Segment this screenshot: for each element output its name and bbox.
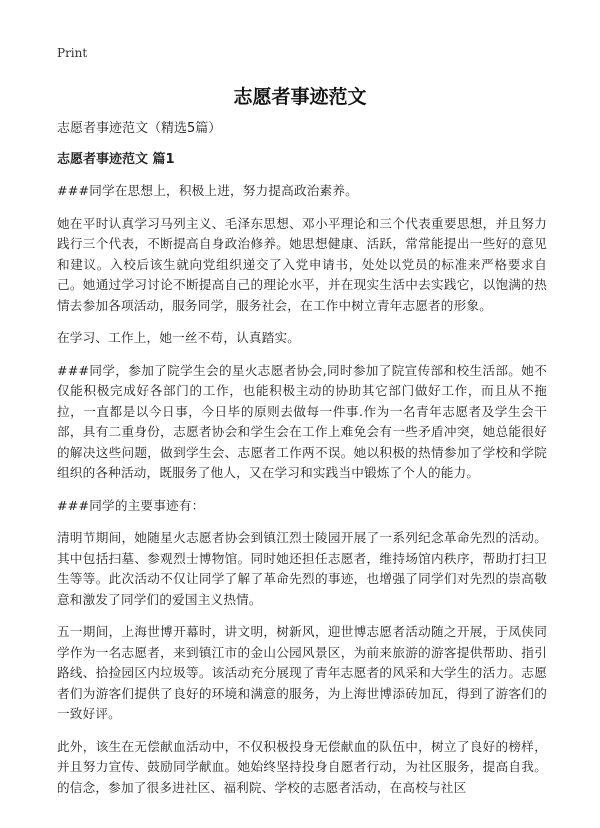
article-body: [57, 120, 547, 810]
article-subtitle: 志愿者事迹范文（精选5篇）: [57, 121, 222, 136]
paragraph-7: 五一期间，上海世博开幕时，讲文明，树新风，迎世博志愿者活动随之开展，于凤侠同学作为一名志愿者，来到镇江市的金山公园风景区，为前来旅游的游客提供帮助、指引路线、拾捡园区内垃圾等。该活动充分展现了青年志愿者的风采和大学生的活力。志愿者们为游客们提供了良好的环境和满意的服务，为上海世博添砖加瓦，得到了游客们的一致好评。: [57, 624, 547, 721]
paragraph-3: 在学习、工作上，她一丝不苟，认真踏实。: [57, 330, 301, 345]
paragraph-8: 此外，该生在无偿献血活动中，不仅积极投身无偿献血的队伍中，树立了良好的榜样，并且努力宣传、鼓励同学献血。她始终坚持投身自愿者行动，为社区服务，提高自我。的信念，参加了很多进社区、福利院、学校的志愿者活动，在高校与社区: [57, 738, 547, 795]
paragraph-4: ###同学，参加了院学生会的星火志愿者协会,同时参加了院宣传部和校生活部。她不仅能积极完成好各部门的工作，也能积极主动的协助其它部门做好工作，而且从不拖拉，一直都是以今日事，今日毕的原则去做每一件事.作为一名青年志愿者及学生会干部，具有二重身份，志愿者协会和学生会在工作上难免会有一些矛盾冲突，她总能很好的解决这些问题，做到学生会、志愿者工作两不误。她以积极的热情参加了学校和学院组织的各种活动，既服务了他人，又在学习和实践当中锻炼了个人的能力。: [57, 362, 547, 480]
page-title: 志愿者事迹范文: [233, 86, 367, 108]
section-heading: 志愿者事迹范文 篇1: [57, 152, 175, 167]
paragraph-5: ###同学的主要事迹有：: [57, 497, 205, 513]
print-link[interactable]: Print: [57, 46, 88, 60]
paragraph-1: ###同学在思想上，积极上进，努力提高政治素养。: [57, 183, 358, 198]
paragraph-6: 清明节期间，她随星火志愿者协会到镇江烈士陵园开展了一系列纪念革命先烈的活动。其中包括扫墓、参观烈士博物馆。同时她还担任志愿者，维持场馆内秩序，帮助打扫卫生等等。此次活动不仅让同学了解了革命先烈的事迹，也增强了同学们对先烈的崇高敬意和激发了同学们的爱国主义热情。: [57, 530, 547, 607]
paragraph-2: 她在平时认真学习马列主义、毛泽东思想、邓小平理论和三个代表重要思想，并且努力践行三个代表，不断提高自身政治修养。她思想健康、活跃，常常能提出一些好的意见和建议。入校后该生就向党组织递交了入党申请书，处处以党员的标准来严格要求自己。她通过学习讨论不断提高自己的理论水平，并在现实生活中去实践它，以饱满的热情去参加各项活动，服务同学，服务社会，在工作中树立青年志愿者的形象。: [57, 215, 547, 313]
